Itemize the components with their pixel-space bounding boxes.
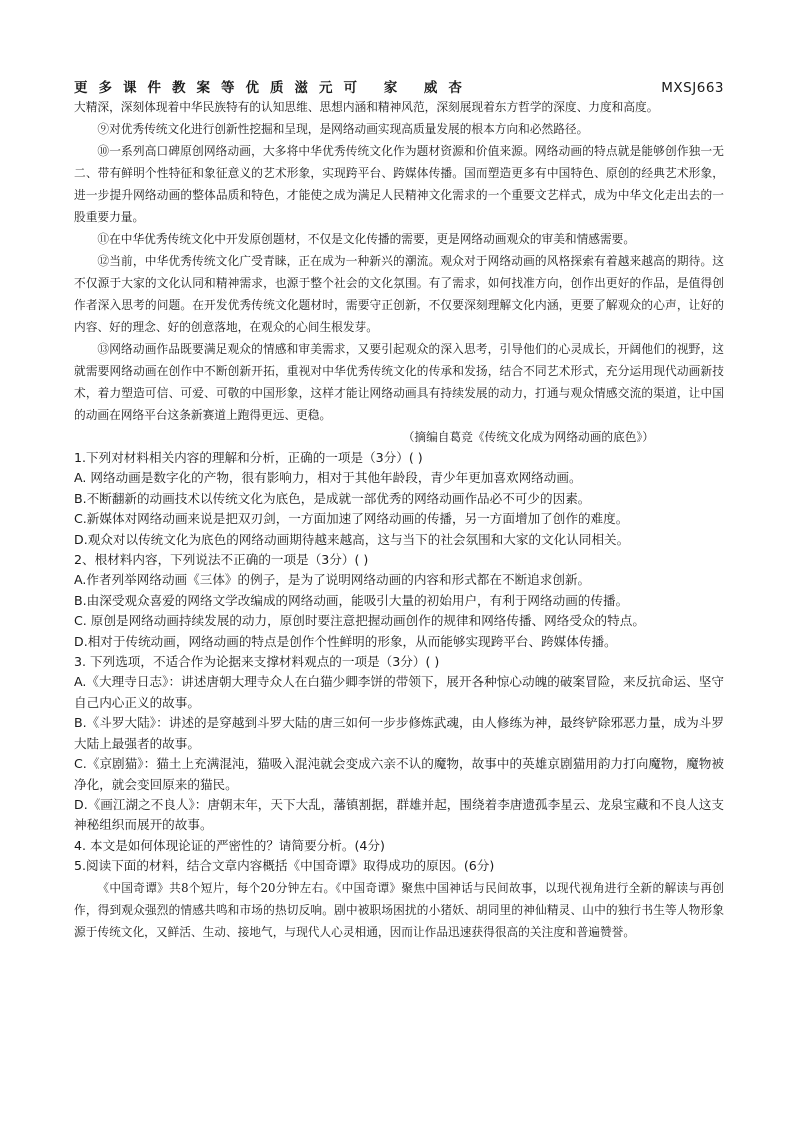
question-2-stem: 2、根材料内容，下列说法不正确的一项是（3分）( ) [74, 552, 369, 568]
article-paragraph-12: ⑫当前，中华优秀传统文化广受青睐，正在成为一种新兴的潮流。观众对于网络动画的风格探索有着越来越高的期待。这不仅源于大家的文化认同和精神需求，也源于整个社会的文化氛围。有了需求，如何找准方向，创作出更好的作品，是值得创作者深入思考的问题。在开发优秀传统文化题材时，需要守正创新，不仅要深刻理解文化内涵，更要了解观众的心声，让好的内容、好的理念、好的创意落地，在观众的心间生根发芽。 [74, 254, 724, 334]
question-1-stem: 1.下列对材料相关内容的理解和分析，正确的一项是（3分）( ) [74, 450, 423, 465]
header-code: MXSJ663 [661, 80, 724, 96]
question-1-option-a: A. 网络动画是数字化的产物，很有影响力，相对于其他年龄段，青少年更加喜欢网络动画。 [74, 470, 582, 486]
question-2-option-c: C. 原创是网络动画持续发展的动力，原创时要注意把握动画创作的规律和网络传播、网络受众的特点。 [74, 613, 645, 629]
question-1-option-b: B.不断翻新的动画技术以传统文化为底色，是成就一部优秀的网络动画作品必不可少的因素。 [74, 490, 591, 506]
question-3-option-b: B.《斗罗大陆》：讲述的是穿越到斗罗大陆的唐三如何一步步修炼武魂，由人修练为神，最终铲除邪恶力量，成为斗罗大陆上最强者的故事。 [74, 715, 724, 751]
question-2-option-b: B.由深受观众喜爱的网络文学改编成的网络动画，能吸引大量的初始用户，有利于网络动画的传播。 [74, 592, 629, 608]
question-1-option-d: D.观众对以传统文化为底色的网络动画期待越来越高，这与当下的社会氛围和大家的文化认同相关。 [74, 531, 630, 547]
question-4-stem: 4. 本文是如何体现论证的严密性的？请简要分析。(4分) [74, 837, 385, 853]
material-paragraph: 《中国奇谭》共8个短片，每个20分钟左右。《中国奇谭》聚焦中国神话与民间故事，以现代视角进行全新的解读与再创作，得到观众强烈的情感共鸣和市场的热切反响。剧中被职场困扰的小猪妖、胡同里的神仙精灵、山中的独行书生等人物形象源于传统文化，又鲜活、生动、接地气，与现代人心灵相通，因而让作品迅速获得很高的关注度和普遍赞誉。 [74, 880, 724, 939]
question-3-stem: 3. 下列选项，不适合作为论据来支撑材料观点的一项是（3分）( ) [74, 654, 440, 670]
article-paragraph-9: ⑨对优秀传统文化进行创新性挖掘和呈现，是网络动画实现高质量发展的根本方向和必然路径。 [97, 122, 589, 136]
question-1-option-c: C.新媒体对网络动画来说是把双刃剑，一方面加速了网络动画的传播，另一方面增加了创作的难度。 [74, 511, 629, 527]
article-paragraph-10: ⑩一系列高口碑原创网络动画，大多将中华优秀传统文化作为题材资源和价值来源。网络动画的特点就是能够创作独一无二、带有鲜明个性特征和象征意义的艺术形象，实现跨平台、跨媒体传播。国而塑造更多有中国特色、原创的经典艺术形象，进一步提升网络动画的整体品质和特色，才能使之成为满足人民精神文化需求的一个重要文艺样式，成为中华文化走出去的一股重要力量。 [74, 144, 724, 224]
article-paragraph-11: ⑪在中华优秀传统文化中开发原创题材，不仅是文化传播的需要，更是网络动画观众的审美和情感需要。 [97, 232, 636, 246]
question-3-option-c: C.《京剧猫》：猫土上充满混沌，猫吸入混沌就会变成六亲不认的魔物，故事中的英雄京剧猫用韵力打向魔物，魔物被净化，就会变回原来的猫民。 [74, 756, 724, 792]
question-2-option-d: D.相对于传统动画，网络动画的特点是创作个性鲜明的形象，从而能够实现跨平台、跨媒体传播。 [74, 633, 617, 649]
page-header [74, 76, 724, 96]
article-paragraph-13: ⑬网络动画作品既要满足观众的情感和审美需求，又要引起观众的深入思考，引导他们的心灵成长，开阔他们的视野，这就需要网络动画在创作中不断创新开拓，重视对中华优秀传统文化的传承和发扬，结合不同艺术形式，充分运用现代动画新技术，着力塑造可信、可爱、可敬的中国形象，这样才能让网络动画具有持续发展的动力，打通与观众情感交流的渠道，让中国的动画在网络平台这条新赛道上跑得更远、更稳。 [74, 342, 724, 422]
article-source: （摘编自葛竞《传统文化成为网络动画的底色》） [402, 430, 654, 444]
question-3-option-a: A.《大理寺日志》：讲述唐朝大理寺众人在白猫少卿李饼的带领下，展开各种惊心动魄的破案冒险，来反抗命运、坚守自己内心正义的故事。 [74, 674, 724, 710]
article-text [74, 96, 724, 426]
material-text [74, 877, 724, 943]
exam-page [74, 76, 724, 943]
question-3-option-d: D.《画江湖之不良人》：唐朝末年，天下大乱，藩镇割据，群雄并起，围绕着李唐遗孤李星云、龙泉宝藏和不良人这支神秘组织而展开的故事。 [74, 796, 724, 833]
article-paragraph-continued: 大精深，深刻体现着中华民族特有的认知思维、思想内涵和精神风范，深刻展现着东方哲学的深度、力度和高度。 [74, 100, 659, 114]
header-promo-text: 更多课件教案等优质滋元可 家 威杏 [74, 80, 473, 96]
question-2-option-a: A.作者列举网络动画《三体》的例子，是为了说明网络动画的内容和形式都在不断追求创新。 [74, 572, 591, 588]
questions-section [74, 448, 724, 877]
question-5-stem: 5.阅读下面的材料，结合文章内容概括《中国奇谭》取得成功的原因。(6分) [74, 858, 495, 874]
